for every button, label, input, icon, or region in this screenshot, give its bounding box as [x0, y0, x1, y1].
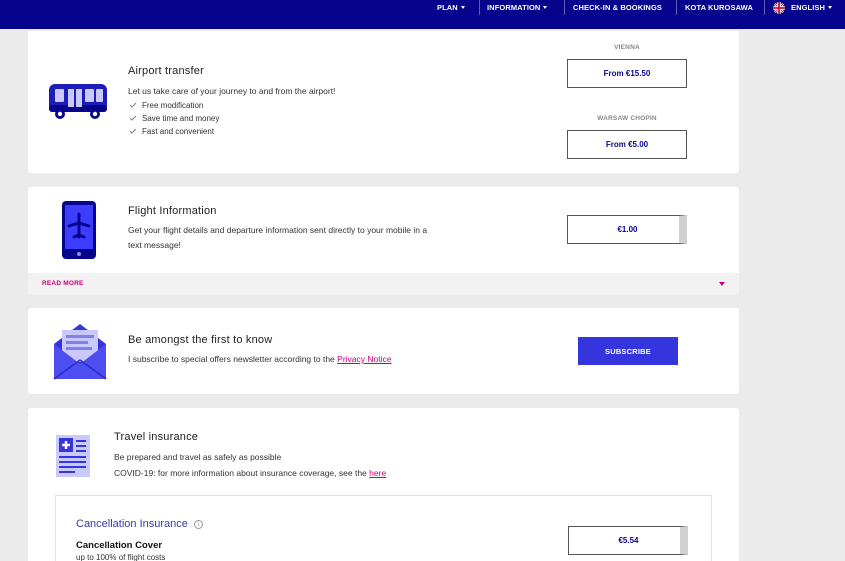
flight-information-card — [28, 187, 739, 295]
read-more-bar[interactable] — [28, 273, 739, 295]
price-label: From €15.50 — [603, 69, 651, 78]
newsletter-title: Be amongst the first to know — [128, 334, 273, 346]
newsletter-consent-label: I subscribe to special offers newsletter according to the — [128, 354, 335, 364]
nav-divider — [479, 0, 480, 15]
nav-divider — [676, 0, 677, 15]
list-item — [130, 112, 219, 125]
nav-divider — [764, 0, 765, 15]
flight-information-description: Get your flight details and departure information sent directly to your mobile in a — [128, 225, 428, 235]
flight-information-title: Flight Information — [128, 205, 217, 217]
airport-transfer-card — [28, 31, 739, 173]
benefit-label: Fast and convenient — [142, 127, 215, 136]
envelope-newsletter-icon — [53, 320, 107, 385]
cancellation-cover-title: Cancellation Cover — [76, 540, 163, 551]
list-item — [130, 125, 219, 138]
chevron-down-icon — [828, 6, 832, 9]
covid-info-link[interactable]: here — [369, 468, 387, 478]
nav-check-in-bookings[interactable] — [573, 0, 662, 15]
read-more-link[interactable]: READ MORE — [42, 280, 84, 287]
list-item — [130, 99, 219, 112]
cancellation-cover-text: up to 100% of flight costs — [76, 553, 166, 561]
nav-information-label: INFORMATION — [487, 3, 541, 12]
travel-insurance-title: Travel insurance — [114, 431, 199, 443]
airport-transfer-benefits — [130, 99, 219, 138]
price-label: €1.00 — [617, 225, 638, 234]
vienna-transfer-price-button[interactable] — [567, 59, 687, 88]
cancellation-insurance-box — [55, 495, 712, 561]
check-icon — [130, 127, 136, 133]
benefit-label: Save time and money — [142, 114, 220, 123]
warsaw-transfer-price-button[interactable] — [567, 130, 687, 159]
travel-insurance-tagline: Be prepared and travel as safely as possible — [114, 452, 282, 462]
nav-plan[interactable] — [437, 0, 465, 15]
nav-user-name: KOTA KUROSAWA — [685, 3, 753, 12]
cancellation-insurance-heading — [76, 518, 203, 530]
privacy-notice-link[interactable]: Privacy Notice — [337, 354, 392, 364]
check-icon — [130, 101, 136, 107]
phone-plane-icon — [61, 200, 97, 265]
airport-transfer-title: Airport transfer — [128, 65, 204, 77]
travel-insurance-card — [28, 408, 739, 561]
nav-divider — [564, 0, 565, 15]
check-icon — [130, 114, 136, 120]
chevron-down-icon — [543, 6, 547, 9]
cancellation-insurance-title: Cancellation Insurance — [76, 518, 188, 530]
info-icon[interactable]: i — [194, 520, 203, 529]
nav-language-label: ENGLISH — [791, 3, 826, 12]
chevron-down-icon — [461, 6, 465, 9]
top-navigation-bar — [0, 0, 845, 29]
travel-insurance-covid-note — [114, 466, 386, 481]
nav-information[interactable] — [487, 0, 547, 15]
insurance-document-icon — [55, 434, 91, 483]
flight-information-price-button[interactable] — [567, 215, 687, 244]
airport-transfer-description: Let us take care of your journey to and from the airport! — [128, 86, 336, 96]
chevron-down-icon[interactable] — [719, 282, 725, 286]
airport-label-vienna: VIENNA — [614, 44, 640, 51]
airport-label-warsaw: WARSAW CHOPIN — [597, 115, 657, 122]
nav-check-in-label: CHECK-IN & BOOKINGS — [573, 3, 662, 12]
covid-note-label: COVID-19: for more information about insurance coverage, see the — [114, 468, 367, 478]
price-label: From €5.00 — [605, 140, 649, 149]
bus-icon — [48, 83, 108, 126]
flight-information-description-cont: text message! — [128, 240, 181, 250]
newsletter-card — [28, 308, 739, 394]
nav-language[interactable] — [773, 0, 832, 15]
price-label: €5.54 — [618, 536, 639, 545]
nav-plan-label: PLAN — [437, 3, 458, 12]
subscribe-button[interactable]: SUBSCRIBE — [578, 337, 678, 365]
uk-flag-icon — [773, 2, 785, 14]
benefit-label: Free modification — [142, 101, 204, 110]
nav-user-account[interactable] — [685, 0, 753, 15]
cancellation-insurance-price-button[interactable] — [568, 526, 688, 555]
newsletter-consent-text — [128, 352, 392, 367]
